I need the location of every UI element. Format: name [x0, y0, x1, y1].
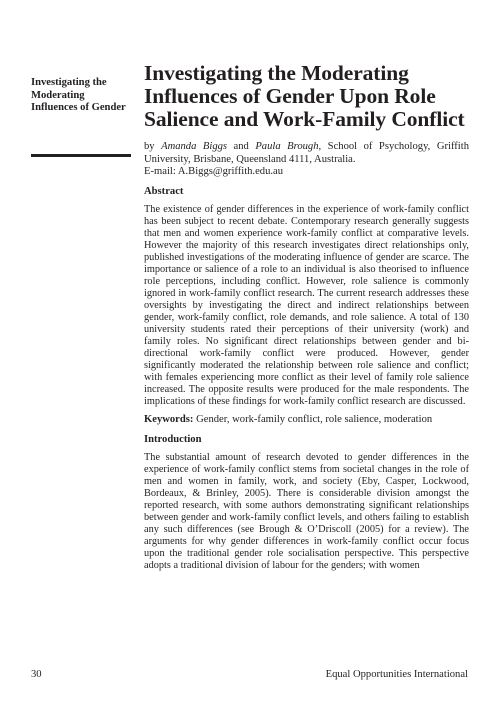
article-body	[144, 62, 469, 578]
abstract-heading: Abstract	[144, 185, 184, 197]
keywords-label: Keywords:	[144, 414, 194, 426]
byline-and: and	[227, 141, 256, 152]
keywords-list: Gender, work-family conflict, role salience, moderation	[193, 414, 433, 426]
introduction-heading: Introduction	[144, 433, 202, 445]
running-title: Investigating the Moderating Influences of Gender	[31, 77, 126, 113]
author-email: E-mail: A.Biggs@griffith.edu.au	[144, 166, 284, 177]
page-number: 30	[31, 669, 42, 680]
author-1: Amanda Biggs	[161, 141, 228, 152]
keywords	[144, 414, 469, 427]
affiliation: , School of Psychology, Griffith University, Brisbane, Queensland 4111, Australia.	[144, 141, 469, 165]
article-title: Investigating the Moderating Influences of Gender Upon Role Salience and Work-Family Conflict	[144, 61, 465, 131]
sidebar-rule	[31, 154, 131, 157]
abstract-text: The existence of gender differences in the experience of work-family conflict has been subject to recent debate. Contemporary research generally suggests that men and women experience work-family conflict at comparative levels. However the majority of this research investigates direct relationships only, published investigations of the moderating influence of gender are scarce. The importance or salience of a role to an individual is also theorised to influence role perceptions, including conflict. However, role salience is commonly ignored in work-family conflict research. The current research addresses these oversights by investigating the direct and indirect relationships between gender, work-family conflict, role demands, and role salience. A total of 130 university students rated their perceptions of their university (work) and family roles. No significant direct relationships between gender and bi-directional work-family conflict were produced. However, gender significantly moderated the relationship between role salience and conflict; with females experiencing more conflict as their level of family role salience increased. The opposite results were produced for the male respondents. The implications of these findings for work-family conflict research are discussed.	[144, 203, 469, 408]
journal-name: Equal Opportunities International	[325, 669, 468, 680]
byline-prefix: by	[144, 141, 162, 152]
author-2: Paula Brough	[255, 141, 319, 152]
byline	[144, 141, 469, 166]
introduction-text: The substantial amount of research devoted to gender differences in the experience of work-family conflict stems from societal changes in the role of men and women in family, work, and society (Eby, Casper, Lockwood, Bordeaux, & Brinley, 2005). There is considerable division amongst the reported research, with some authors demonstrating significant relationships between gender and work-family conflict levels, and others failing to establish any such differences (see Brough & O’Driscoll (2005) for a review). The arguments for why gender differences in work-family conflict occur focus upon the traditional gender role socialisation perspective. This perspective adopts a traditional division of labour for the genders; with women	[144, 451, 469, 572]
